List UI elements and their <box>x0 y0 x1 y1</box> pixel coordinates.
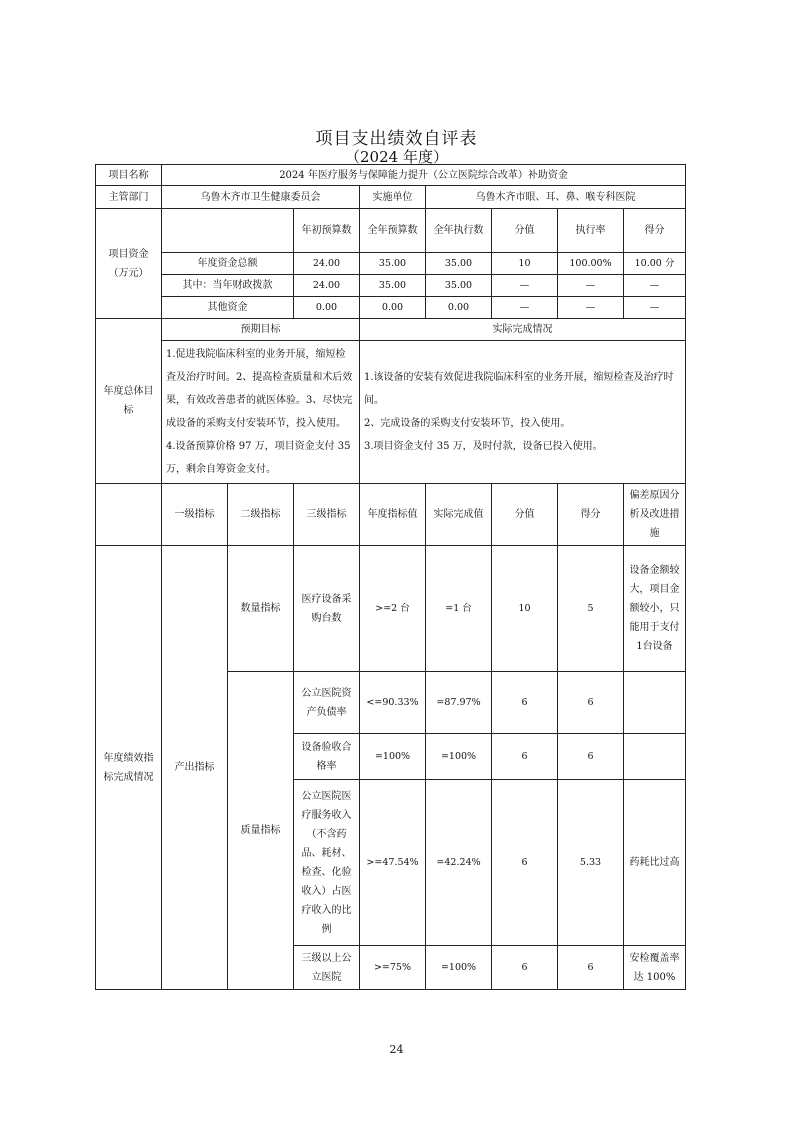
score-value: 10 <box>492 546 558 672</box>
level1-indicator: 产出指标 <box>162 546 228 990</box>
actual-value: =87.97% <box>426 672 492 734</box>
level3-indicator: 三级以上公立医院 <box>294 946 360 990</box>
indicator-header: 一级指标 <box>162 484 228 546</box>
funds-cell: 0.00 <box>426 297 492 319</box>
goals-header-row <box>96 319 686 341</box>
goals-content-row <box>96 341 686 484</box>
indicator-header-row <box>96 484 686 546</box>
funds-blank-header <box>162 209 294 253</box>
score-value: 6 <box>492 672 558 734</box>
page-number: 24 <box>389 1043 404 1056</box>
funds-cell: 100.00% <box>558 253 624 275</box>
project-name-label: 项目名称 <box>96 165 162 186</box>
score-value: 6 <box>492 780 558 946</box>
funds-cell: — <box>624 297 686 319</box>
actual-value: =42.24% <box>426 780 492 946</box>
target-value: >=47.54% <box>360 780 426 946</box>
score-value: 6 <box>492 734 558 780</box>
indicator-header: 二级指标 <box>228 484 294 546</box>
impl-unit-label: 实施单位 <box>360 186 426 209</box>
funds-header: 得分 <box>624 209 686 253</box>
funds-cell: 24.00 <box>294 253 360 275</box>
indicator-header: 三级指标 <box>294 484 360 546</box>
deviation-note: 安检覆盖率达 100% <box>624 946 686 990</box>
actual-result-header: 实际完成情况 <box>360 319 686 341</box>
funds-cell: 35.00 <box>426 275 492 297</box>
got-value: 6 <box>558 734 624 780</box>
level3-indicator: 公立医院医疗服务收入（不含药品、耗材、检查、化验收入）占医疗收入的比例 <box>294 780 360 946</box>
actual-result-line: 1.该设备的安装有效促进我院临床科室的业务开展，缩短检查及治疗时间。 <box>364 372 674 406</box>
page-subtitle: （2024 年度） <box>345 148 448 166</box>
goals-label: 年度总体目标 <box>96 319 162 484</box>
department-row <box>96 186 686 209</box>
dept-label: 主管部门 <box>96 186 162 209</box>
expected-goal-text: 1.促进我院临床科室的业务开展，缩短检查及治疗时间。2、提高检查质量和术后效果，有效改善患者的就医体验。3、尽快完成设备的采购支付安装环节，投入使用。4.设备预算价格 97 万，项目资金支付 35 万，剩余自筹资金支付。 <box>162 341 360 484</box>
funds-cell: — <box>492 275 558 297</box>
deviation-note <box>624 672 686 734</box>
deviation-note <box>624 734 686 780</box>
indicator-row <box>96 546 686 672</box>
actual-value: =1 台 <box>426 546 492 672</box>
funds-header: 全年执行数 <box>426 209 492 253</box>
funds-cell: — <box>624 275 686 297</box>
expected-goal-header: 预期目标 <box>162 319 360 341</box>
indicator-header: 年度指标值 <box>360 484 426 546</box>
funds-header: 全年预算数 <box>360 209 426 253</box>
indicator-header: 得分 <box>558 484 624 546</box>
funds-cell: 0.00 <box>294 297 360 319</box>
target-value: >=75% <box>360 946 426 990</box>
funds-row <box>96 297 686 319</box>
target-value: <=90.33% <box>360 672 426 734</box>
funds-cell: 24.00 <box>294 275 360 297</box>
deviation-note: 药耗比过高 <box>624 780 686 946</box>
funds-label: 项目资金（万元） <box>96 209 162 319</box>
funds-cell: 35.00 <box>360 253 426 275</box>
quantity-indicator-label: 数量指标 <box>228 546 294 672</box>
indicator-header: 实际完成值 <box>426 484 492 546</box>
got-value: 6 <box>558 672 624 734</box>
got-value: 5.33 <box>558 780 624 946</box>
level3-indicator: 设备验收合格率 <box>294 734 360 780</box>
indicator-header: 分值 <box>492 484 558 546</box>
funds-row-label: 其他资金 <box>162 297 294 319</box>
indicator-section-label: 年度绩效指标完成情况 <box>96 546 162 990</box>
funds-cell: — <box>492 297 558 319</box>
impl-unit-value: 乌鲁木齐市眼、耳、鼻、喉专科医院 <box>426 186 686 209</box>
funds-cell: — <box>558 275 624 297</box>
funds-header: 执行率 <box>558 209 624 253</box>
indicator-blank-header <box>96 484 162 546</box>
target-value: >=2 台 <box>360 546 426 672</box>
funds-row <box>96 275 686 297</box>
funds-cell: 10.00 分 <box>624 253 686 275</box>
funds-header: 分值 <box>492 209 558 253</box>
page-title: 项目支出绩效自评表 <box>315 129 478 149</box>
funds-cell: 35.00 <box>360 275 426 297</box>
funds-row-label: 年度资金总额 <box>162 253 294 275</box>
actual-result-line: 2、完成设备的采购支付安装环节，投入使用。 <box>364 418 571 429</box>
level3-indicator: 医疗设备采购台数 <box>294 546 360 672</box>
funds-cell: 0.00 <box>360 297 426 319</box>
project-name-row <box>96 165 686 186</box>
indicator-header: 偏差原因分析及改进措施 <box>624 484 686 546</box>
funds-row-label: 其中：当年财政拨款 <box>162 275 294 297</box>
actual-result-line: 3.项目资金支付 35 万，及时付款，设备已投入使用。 <box>364 441 603 452</box>
deviation-note: 设备金额较大，项目金额较小，只能用于支付1台设备 <box>624 546 686 672</box>
funds-header: 年初预算数 <box>294 209 360 253</box>
funds-cell: 35.00 <box>426 253 492 275</box>
actual-result-text <box>360 341 686 484</box>
funds-cell: — <box>558 297 624 319</box>
target-value: =100% <box>360 734 426 780</box>
project-name-value: 2024 年医疗服务与保障能力提升（公立医院综合改革）补助资金 <box>162 165 686 186</box>
level3-indicator: 公立医院资产负债率 <box>294 672 360 734</box>
funds-row <box>96 253 686 275</box>
score-value: 6 <box>492 946 558 990</box>
funds-cell: 10 <box>492 253 558 275</box>
quality-indicator-label: 质量指标 <box>228 672 294 990</box>
dept-value: 乌鲁木齐市卫生健康委员会 <box>162 186 360 209</box>
funds-header-row <box>96 209 686 253</box>
got-value: 6 <box>558 946 624 990</box>
actual-value: =100% <box>426 946 492 990</box>
actual-value: =100% <box>426 734 492 780</box>
evaluation-table <box>95 164 686 990</box>
got-value: 5 <box>558 546 624 672</box>
